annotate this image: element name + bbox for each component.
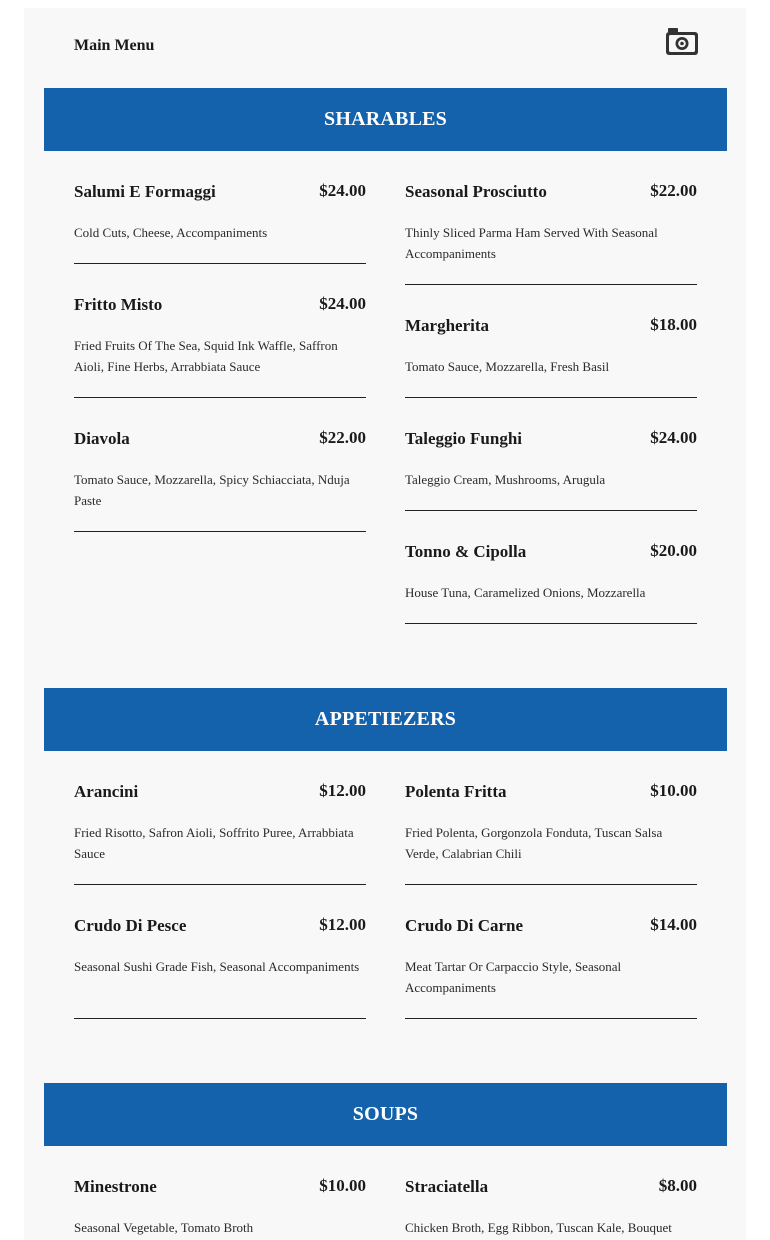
- item-divider: [405, 284, 697, 285]
- item-price: $22.00: [319, 428, 366, 447]
- menu-page: [24, 8, 746, 1240]
- item-divider: [74, 397, 366, 398]
- item-divider: [405, 1018, 697, 1019]
- menu-header: [24, 8, 746, 88]
- item-price: $10.00: [319, 1176, 366, 1195]
- item-price: $22.00: [650, 181, 697, 200]
- item-name: Diavola: [74, 429, 130, 448]
- item-description: Seasonal Sushi Grade Fish, Seasonal Accompaniments: [74, 959, 360, 974]
- item-price: $8.00: [658, 1176, 697, 1195]
- item-name: Seasonal Prosciutto: [405, 182, 547, 201]
- item-name: Salumi E Formaggi: [74, 182, 216, 201]
- item-price: $20.00: [650, 541, 697, 560]
- item-description: Taleggio Cream, Mushrooms, Arugula: [405, 472, 606, 487]
- item-price: $14.00: [650, 915, 697, 934]
- item-price: $24.00: [319, 181, 366, 200]
- item-divider: [74, 884, 366, 885]
- item-divider: [74, 263, 366, 264]
- item-price: $24.00: [319, 294, 366, 313]
- item-description: Meat Tartar Or Carpaccio Style, Seasonal Accompaniments: [405, 959, 622, 995]
- item-description: Chicken Broth, Egg Ribbon, Tuscan Kale, Bouquet: [405, 1220, 672, 1235]
- item-name: Straciatella: [405, 1177, 489, 1196]
- item-name: Polenta Fritta: [405, 782, 507, 801]
- item-description: Cold Cuts, Cheese, Accompaniments: [74, 225, 268, 240]
- section-header-sharables: SHARABLES: [44, 88, 727, 151]
- item-name: Arancini: [74, 782, 139, 801]
- item-name: Margherita: [405, 316, 490, 335]
- item-divider: [74, 1018, 366, 1019]
- item-description: Tomato Sauce, Mozzarella, Fresh Basil: [405, 359, 610, 374]
- item-price: $12.00: [319, 781, 366, 800]
- item-divider: [405, 623, 697, 624]
- item-description: Thinly Sliced Parma Ham Served With Seasonal Accompaniments: [405, 225, 658, 261]
- item-name: Fritto Misto: [74, 295, 163, 314]
- item-price: $10.00: [650, 781, 697, 800]
- item-divider: [405, 397, 697, 398]
- item-divider: [405, 510, 697, 511]
- item-description: Fried Polenta, Gorgonzola Fonduta, Tuscan Salsa Verde, Calabrian Chili: [405, 825, 663, 861]
- item-description: Tomato Sauce, Mozzarella, Spicy Schiacciata, Nduja Paste: [74, 472, 350, 508]
- item-divider: [405, 884, 697, 885]
- item-price: $12.00: [319, 915, 366, 934]
- item-name: Crudo Di Pesce: [74, 916, 187, 935]
- page-title: Main Menu: [74, 37, 155, 54]
- item-description: Seasonal Vegetable, Tomato Broth: [74, 1220, 254, 1235]
- section-header-appetiezers: APPETIEZERS: [44, 688, 727, 751]
- camera-icon[interactable]: [665, 27, 699, 57]
- item-price: $18.00: [650, 315, 697, 334]
- item-name: Crudo Di Carne: [405, 916, 524, 935]
- item-name: Minestrone: [74, 1177, 157, 1196]
- item-name: Taleggio Funghi: [405, 429, 522, 448]
- item-description: House Tuna, Caramelized Onions, Mozzarella: [405, 585, 646, 600]
- item-description: Fried Risotto, Safron Aioli, Soffrito Puree, Arrabbiata Sauce: [74, 825, 354, 861]
- section-header-soups: SOUPS: [44, 1083, 727, 1146]
- item-description: Fried Fruits Of The Sea, Squid Ink Waffle, Saffron Aioli, Fine Herbs, Arrabbiata Sauce: [74, 338, 338, 374]
- item-price: $24.00: [650, 428, 697, 447]
- item-divider: [74, 531, 366, 532]
- item-name: Tonno & Cipolla: [405, 542, 527, 561]
